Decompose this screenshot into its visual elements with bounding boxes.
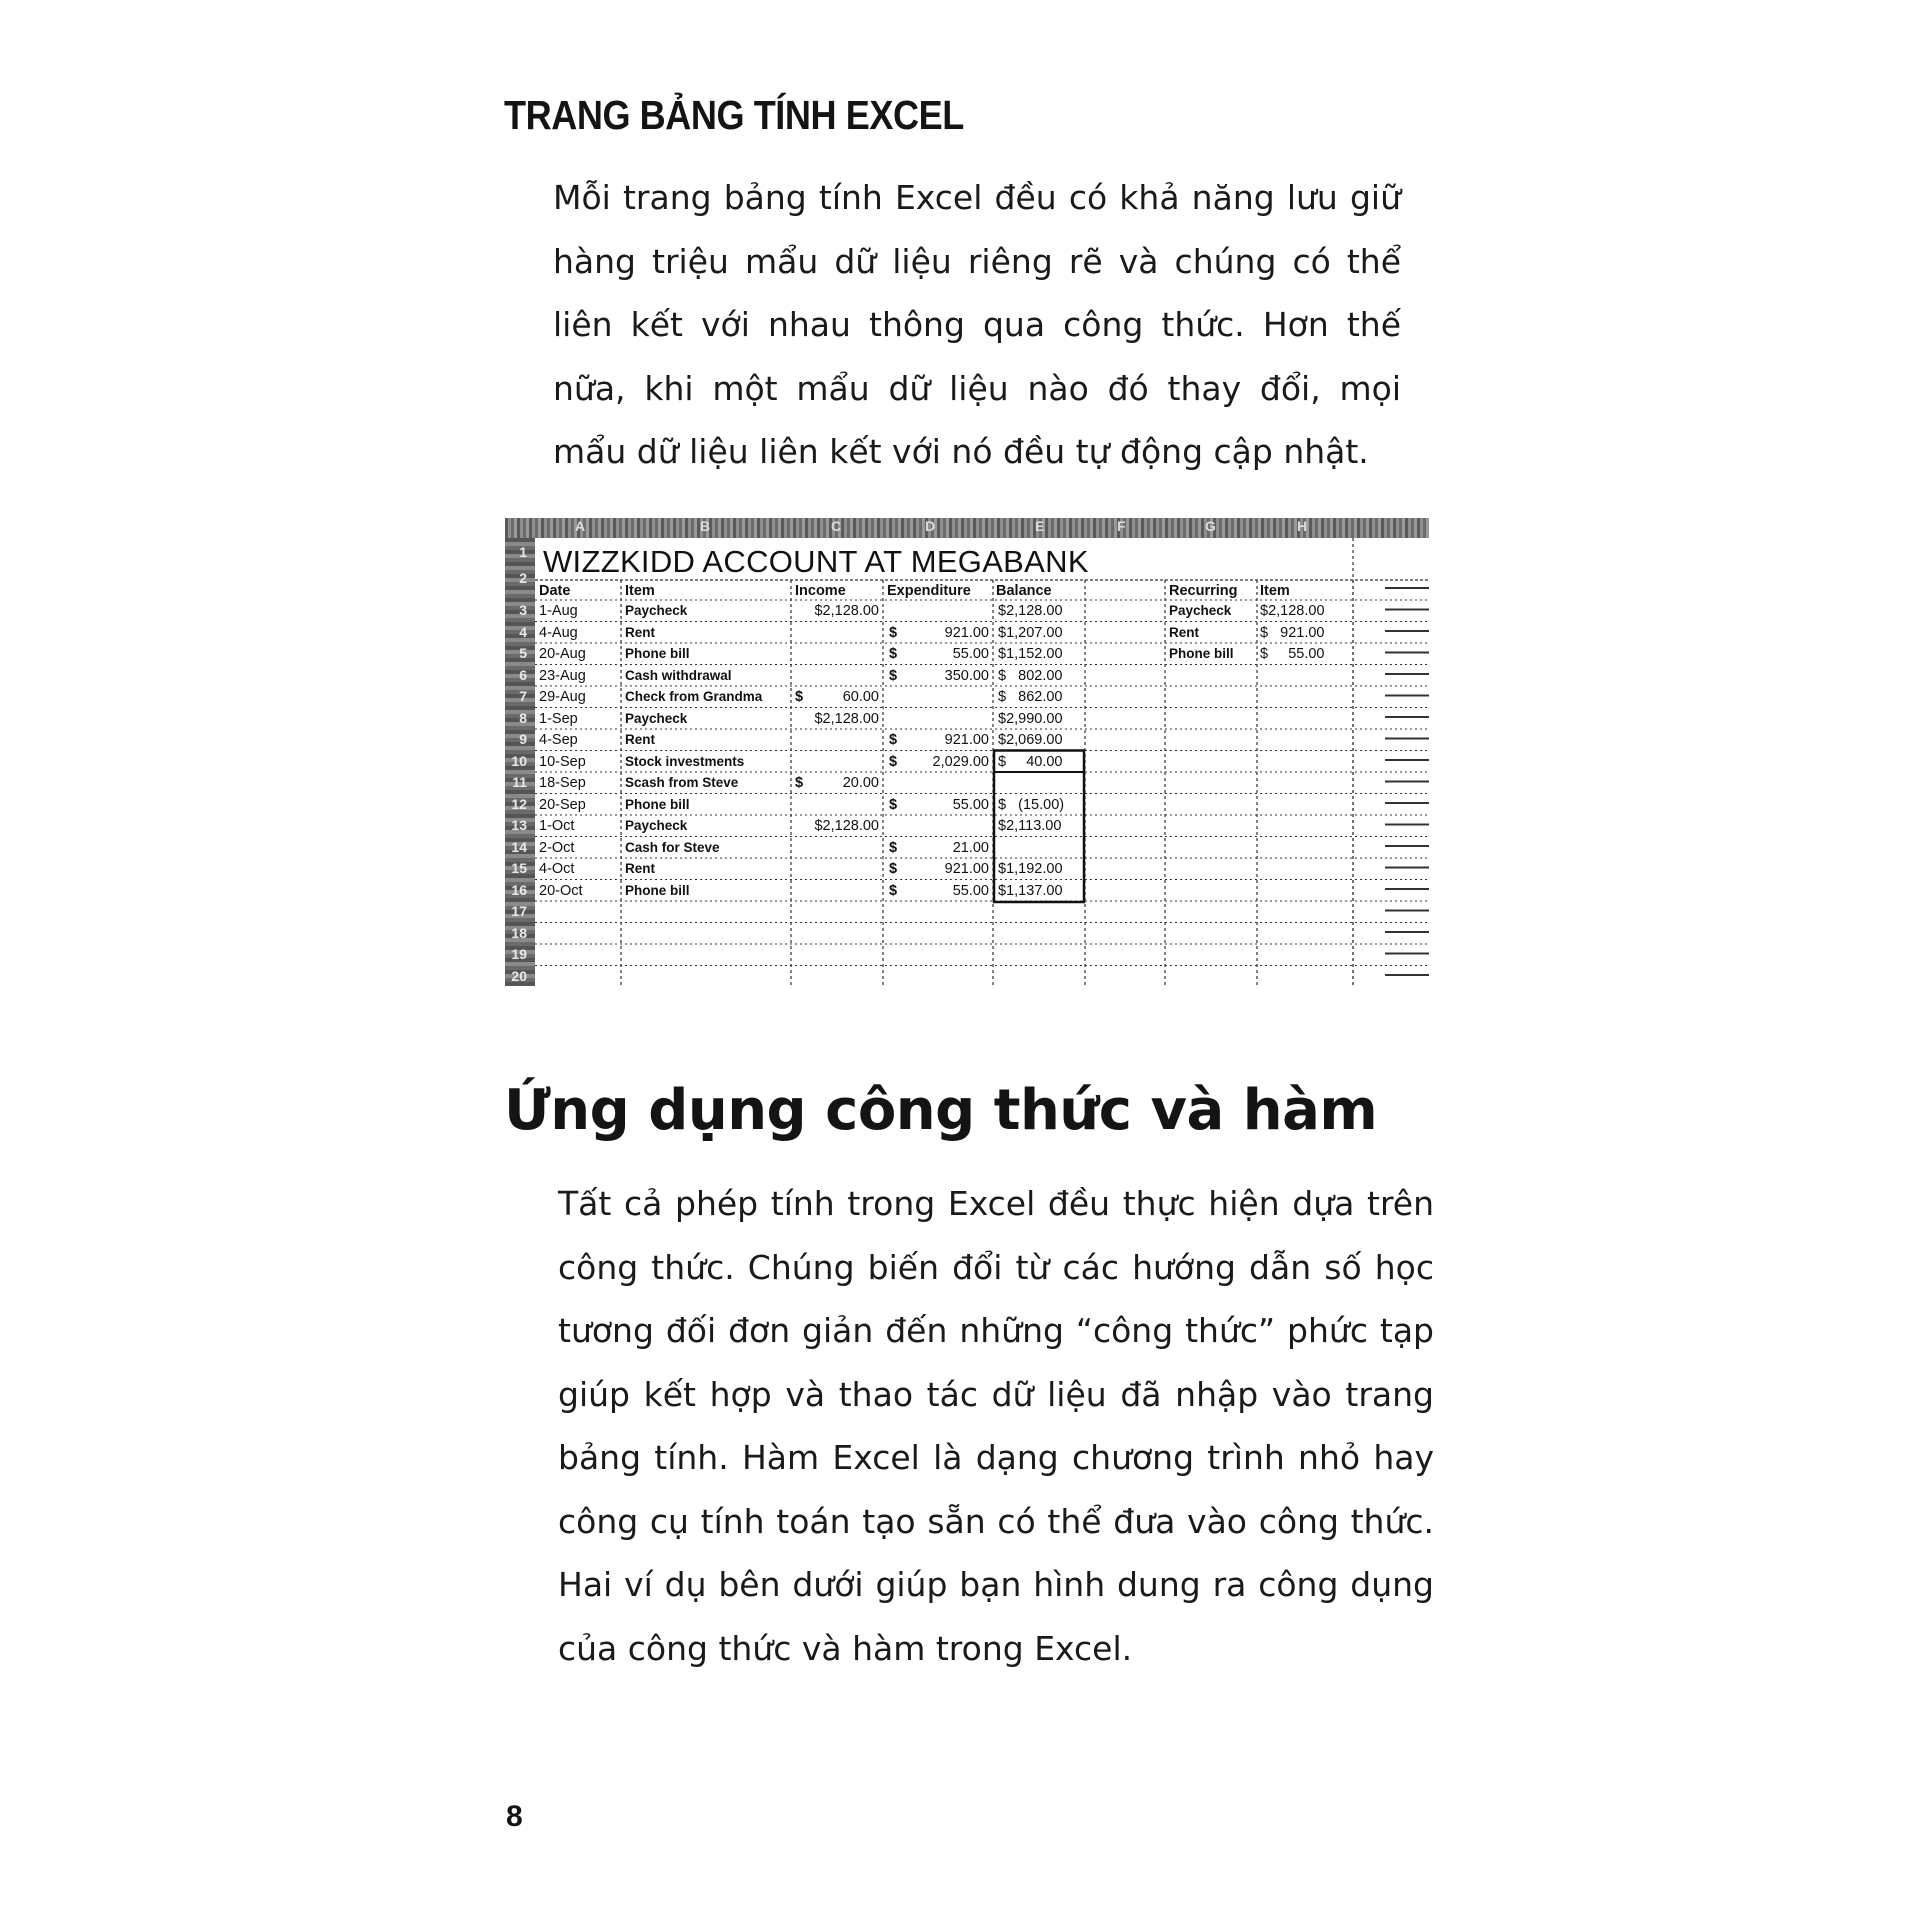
column-letter: C [831, 518, 842, 534]
row-number: 3 [519, 602, 527, 618]
cell-expenditure: 350.00 [944, 667, 989, 684]
section-heading: TRANG BẢNG TÍNH EXCEL [504, 92, 964, 138]
cell-income-sign: $ [795, 689, 804, 705]
column-letter: F [1117, 518, 1126, 534]
header-expenditure: Expenditure [887, 582, 971, 599]
cell-expenditure: 921.00 [944, 624, 989, 641]
row-number: 1 [519, 544, 527, 560]
cell-recurring: Rent [1169, 624, 1199, 640]
cell-item: Rent [625, 861, 655, 876]
cell-item: Rent [625, 624, 655, 640]
row-number: 11 [512, 774, 527, 790]
header-income: Income [795, 582, 846, 599]
row-number: 8 [519, 709, 527, 726]
spreadsheet-title: WIZZKIDD ACCOUNT AT MEGABANK [543, 544, 1089, 579]
cell-balance: $ (15.00) [998, 796, 1065, 813]
column-letter: D [925, 518, 936, 534]
cell-balance: $1,207.00 [998, 624, 1063, 641]
column-letter: H [1297, 518, 1308, 534]
cell-recurring-amount: $ 921.00 [1260, 624, 1325, 641]
cell-recurring: Paycheck [1169, 603, 1232, 618]
cell-expenditure-sign: $ [889, 624, 898, 641]
cell-item: Scash from Steve [625, 775, 739, 790]
cell-item: Stock investments [625, 753, 745, 769]
cell-expenditure-sign: $ [889, 753, 898, 770]
cell-balance: $2,128.00 [998, 603, 1063, 619]
cell-item: Phone bill [625, 796, 690, 812]
row-number: 15 [511, 860, 527, 876]
row-number: 18 [511, 924, 527, 941]
column-letter: E [1035, 518, 1045, 534]
header-recurring-item: Item [1260, 582, 1290, 599]
row-number: 20 [511, 967, 527, 984]
cell-income: $2,128.00 [814, 818, 879, 834]
row-number: 5 [519, 645, 527, 661]
row-number: 14 [511, 838, 527, 855]
cell-date: 2-Oct [539, 839, 575, 856]
cell-date: 1-Oct [539, 818, 575, 834]
cell-balance: $ 40.00 [998, 753, 1063, 770]
cell-date: 29-Aug [539, 689, 586, 705]
cell-balance: $2,069.00 [998, 732, 1063, 748]
column-letter: B [700, 518, 711, 534]
cell-item: Phone bill [625, 646, 690, 661]
cell-balance: $2,113.00 [998, 818, 1062, 834]
row-number: 9 [519, 731, 527, 747]
cell-item: Paycheck [625, 603, 688, 618]
cell-income: 60.00 [842, 689, 879, 705]
cell-date: 1-Aug [539, 603, 578, 619]
row-number: 13 [511, 817, 527, 833]
row-number: 12 [511, 795, 527, 812]
row-number: 7 [519, 688, 527, 704]
cell-balance: $1,137.00 [998, 882, 1063, 899]
cell-income: $2,128.00 [814, 710, 879, 727]
cell-expenditure: 55.00 [952, 646, 989, 662]
cell-expenditure-sign: $ [889, 667, 898, 684]
cell-recurring: Phone bill [1169, 646, 1234, 661]
cell-expenditure: 55.00 [952, 796, 989, 813]
cell-expenditure-sign: $ [889, 646, 898, 662]
cell-expenditure: 921.00 [944, 732, 989, 748]
cell-balance: $1,152.00 [998, 646, 1063, 662]
cell-income: $2,128.00 [814, 603, 879, 619]
cell-date: 4-Sep [539, 732, 578, 748]
cell-item: Paycheck [625, 818, 688, 833]
cell-item: Cash for Steve [625, 839, 720, 855]
cell-expenditure-sign: $ [889, 796, 898, 813]
cell-balance: $ 802.00 [998, 667, 1063, 684]
cell-expenditure-sign: $ [889, 732, 898, 748]
cell-date: 23-Aug [539, 667, 586, 684]
header-balance: Balance [996, 582, 1052, 599]
cell-item: Rent [625, 732, 655, 747]
cell-expenditure: 21.00 [952, 839, 989, 856]
cell-expenditure: 2,029.00 [932, 753, 989, 770]
main-heading: Ứng dụng công thức và hàm [504, 1078, 1378, 1143]
cell-item: Check from Grandma [625, 689, 763, 704]
cell-expenditure: 921.00 [944, 861, 989, 877]
cell-date: 20-Oct [539, 882, 583, 899]
cell-date: 4-Oct [539, 861, 575, 877]
row-number: 10 [511, 752, 527, 769]
cell-date: 4-Aug [539, 624, 578, 641]
cell-date: 18-Sep [539, 775, 586, 791]
column-letter: A [575, 518, 586, 534]
cell-balance: $ 862.00 [998, 689, 1063, 705]
header-date: Date [539, 582, 571, 599]
cell-recurring-amount: $2,128.00 [1260, 603, 1325, 619]
row-number: 6 [519, 666, 527, 683]
row-number: 19 [511, 946, 527, 962]
intro-paragraph: Mỗi trang bảng tính Excel đều có khả năng lưu giữ hàng triệu mẩu dữ liệu riêng rẽ và chúng có thể liên kết với nhau thông qua công thức. Hơn thế nữa, khi một mẩu dữ liệu nào đó thay đổi, mọi mẩu dữ liệu liên kết với nó đều tự động cập nhật. [553, 178, 1401, 471]
cell-date: 1-Sep [539, 710, 578, 727]
header-item: Item [625, 582, 655, 599]
page-number: 8 [506, 1800, 523, 1833]
cell-item: Paycheck [625, 710, 688, 726]
header-recurring: Recurring [1169, 582, 1238, 599]
column-header-bar [505, 518, 1429, 538]
row-number: 17 [511, 903, 527, 919]
row-number: 16 [511, 881, 527, 898]
cell-date: 10-Sep [539, 753, 586, 770]
column-letter: G [1205, 518, 1216, 534]
cell-expenditure: 55.00 [952, 882, 989, 899]
cell-date: 20-Aug [539, 646, 586, 662]
cell-date: 20-Sep [539, 796, 586, 813]
row-number: 4 [519, 623, 527, 640]
cell-balance: $1,192.00 [998, 861, 1063, 877]
row-number: 2 [519, 570, 527, 586]
cell-balance: $2,990.00 [998, 710, 1063, 727]
cell-item: Phone bill [625, 882, 690, 898]
body-paragraph: Tất cả phép tính trong Excel đều thực hiện dựa trên công thức. Chúng biến đổi từ các hướng dẫn số học tương đối đơn giản đến những “công thức” phức tạp giúp kết hợp và thao tác dữ liệu đã nhập vào trang bảng tính. Hàm Excel là dạng chương trình nhỏ hay công cụ tính toán tạo sẵn có thể đưa vào công thức. Hai ví dụ bên dưới giúp bạn hình dung ra công dụng của công thức và hàm trong Excel. [558, 1184, 1434, 1668]
cell-expenditure-sign: $ [889, 839, 898, 856]
cell-item: Cash withdrawal [625, 667, 732, 683]
cell-income-sign: $ [795, 775, 804, 791]
cell-expenditure-sign: $ [889, 861, 898, 877]
cell-income: 20.00 [842, 775, 879, 791]
cell-expenditure-sign: $ [889, 882, 898, 899]
cell-recurring-amount: $ 55.00 [1260, 646, 1325, 662]
spreadsheet-figure [505, 518, 1429, 986]
